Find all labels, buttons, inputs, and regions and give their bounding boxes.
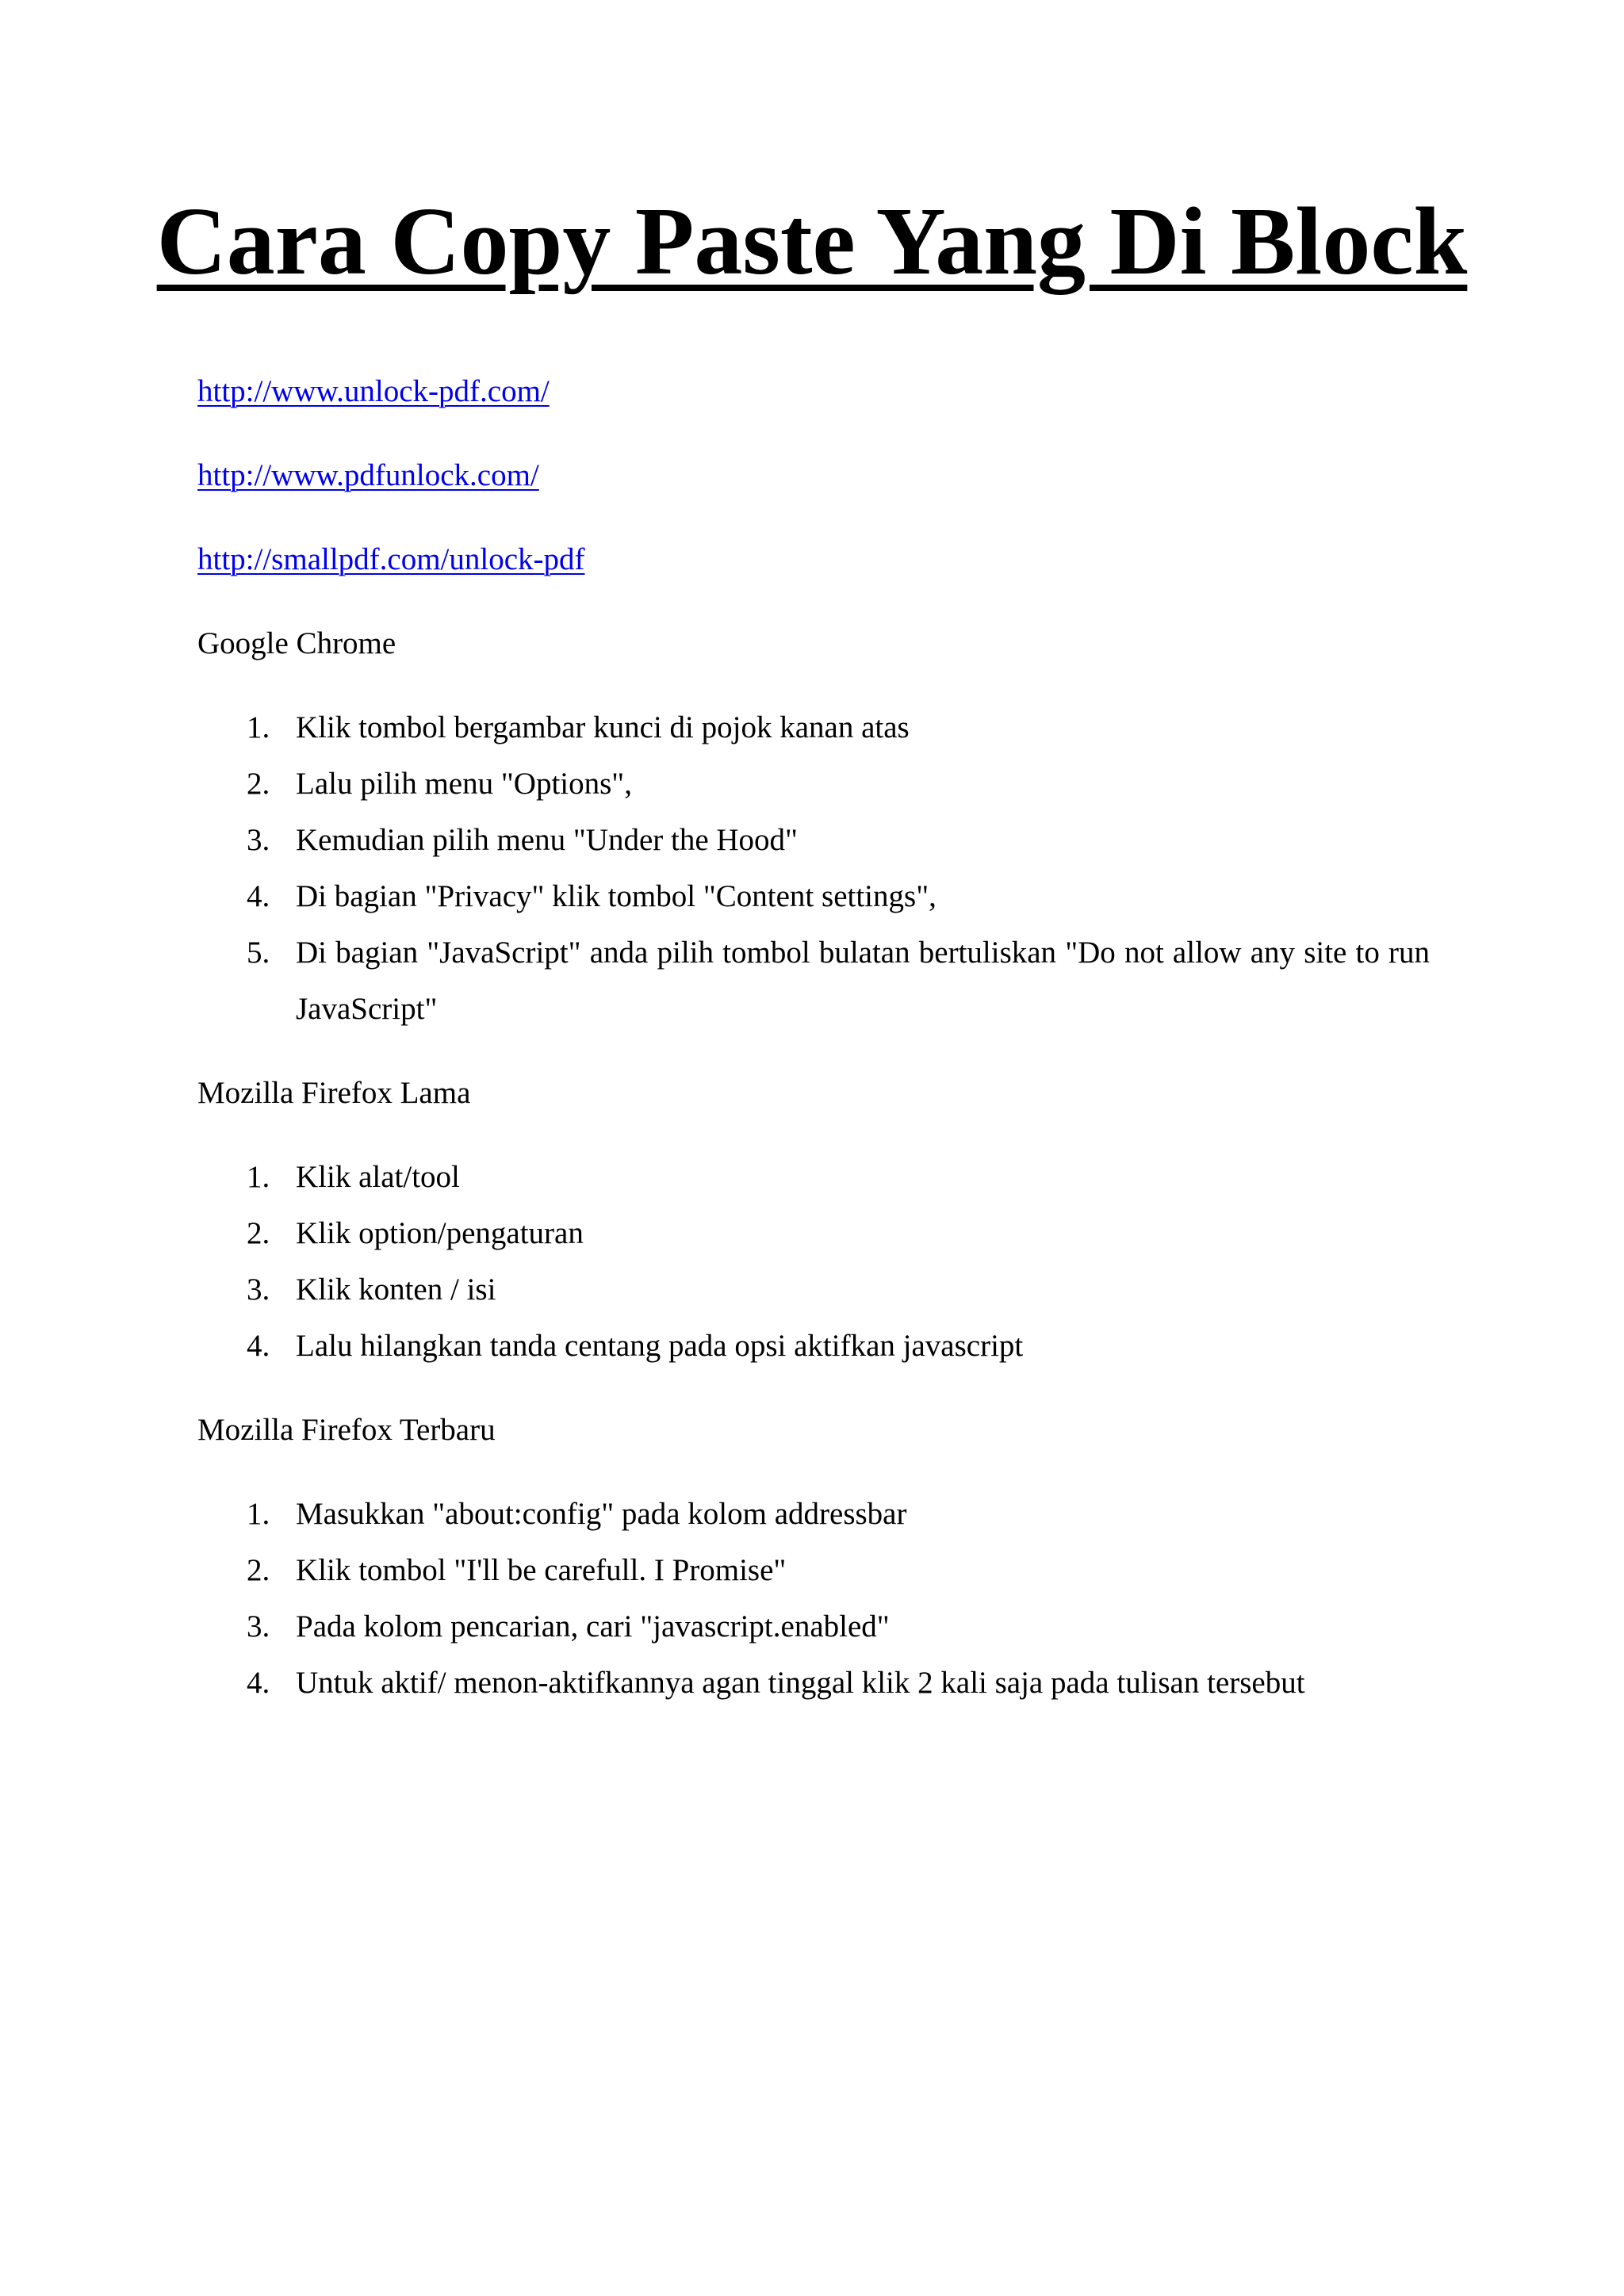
step-number: 5. bbox=[247, 936, 270, 970]
step-text: Klik alat/tool bbox=[296, 1160, 460, 1194]
section-heading-google-chrome: Google Chrome bbox=[197, 626, 396, 660]
document-body bbox=[197, 363, 1430, 1739]
step-number: 2. bbox=[247, 767, 270, 801]
step-text: Kemudian pilih menu "Under the Hood" bbox=[296, 823, 798, 857]
section-heading-firefox-terbaru: Mozilla Firefox Terbaru bbox=[197, 1413, 496, 1447]
step-number: 4. bbox=[247, 879, 270, 913]
document-title-text: Cara Copy Paste Yang Di Block bbox=[156, 188, 1468, 295]
list-item bbox=[197, 924, 1430, 1037]
steps-list-firefox-lama bbox=[197, 1149, 1430, 1374]
step-text: Masukkan "about:config" pada kolom addressbar bbox=[296, 1497, 907, 1531]
step-number: 2. bbox=[247, 1216, 270, 1250]
list-item bbox=[197, 1318, 1430, 1374]
step-number: 1. bbox=[247, 1160, 270, 1194]
link-unlock-pdf[interactable]: http://www.unlock-pdf.com/ bbox=[197, 374, 550, 408]
document-title bbox=[0, 182, 1624, 301]
link-smallpdf[interactable]: http://smallpdf.com/unlock-pdf bbox=[197, 542, 585, 576]
list-item bbox=[197, 1486, 1430, 1542]
step-number: 3. bbox=[247, 1272, 270, 1307]
step-text: Lalu hilangkan tanda centang pada opsi aktifkan javascript bbox=[296, 1329, 1024, 1363]
step-text: Pada kolom pencarian, cari "javascript.enabled" bbox=[296, 1609, 890, 1644]
list-item bbox=[197, 1205, 1430, 1261]
steps-list-firefox-terbaru bbox=[197, 1486, 1430, 1711]
step-number: 4. bbox=[247, 1329, 270, 1363]
step-number: 3. bbox=[247, 823, 270, 857]
section-heading-firefox-lama: Mozilla Firefox Lama bbox=[197, 1076, 471, 1110]
step-text: Klik tombol "I'll be carefull. I Promise" bbox=[296, 1553, 787, 1587]
step-text: Untuk aktif/ menon-aktifkannya agan tinggal klik 2 kali saja pada tulisan tersebut bbox=[296, 1666, 1305, 1700]
list-item bbox=[197, 1655, 1430, 1711]
step-text: Di bagian "Privacy" klik tombol "Content settings", bbox=[296, 879, 936, 913]
list-item bbox=[197, 1261, 1430, 1318]
step-number: 4. bbox=[247, 1666, 270, 1700]
step-number: 1. bbox=[247, 1497, 270, 1531]
step-text: Di bagian "JavaScript" anda pilih tombol bulatan bertuliskan "Do not allow any site to run JavaScript" bbox=[296, 936, 1430, 1026]
link-pdfunlock[interactable]: http://www.pdfunlock.com/ bbox=[197, 458, 539, 492]
step-number: 3. bbox=[247, 1609, 270, 1644]
list-item bbox=[197, 812, 1430, 868]
step-number: 2. bbox=[247, 1553, 270, 1587]
steps-list-google-chrome bbox=[197, 699, 1430, 1037]
step-text: Klik tombol bergambar kunci di pojok kanan atas bbox=[296, 710, 910, 744]
list-item bbox=[197, 1542, 1430, 1598]
list-item bbox=[197, 756, 1430, 812]
list-item bbox=[197, 699, 1430, 756]
list-item bbox=[197, 1149, 1430, 1205]
step-text: Lalu pilih menu "Options", bbox=[296, 767, 632, 801]
step-number: 1. bbox=[247, 710, 270, 744]
list-item bbox=[197, 868, 1430, 924]
step-text: Klik konten / isi bbox=[296, 1272, 496, 1307]
list-item bbox=[197, 1598, 1430, 1655]
step-text: Klik option/pengaturan bbox=[296, 1216, 584, 1250]
